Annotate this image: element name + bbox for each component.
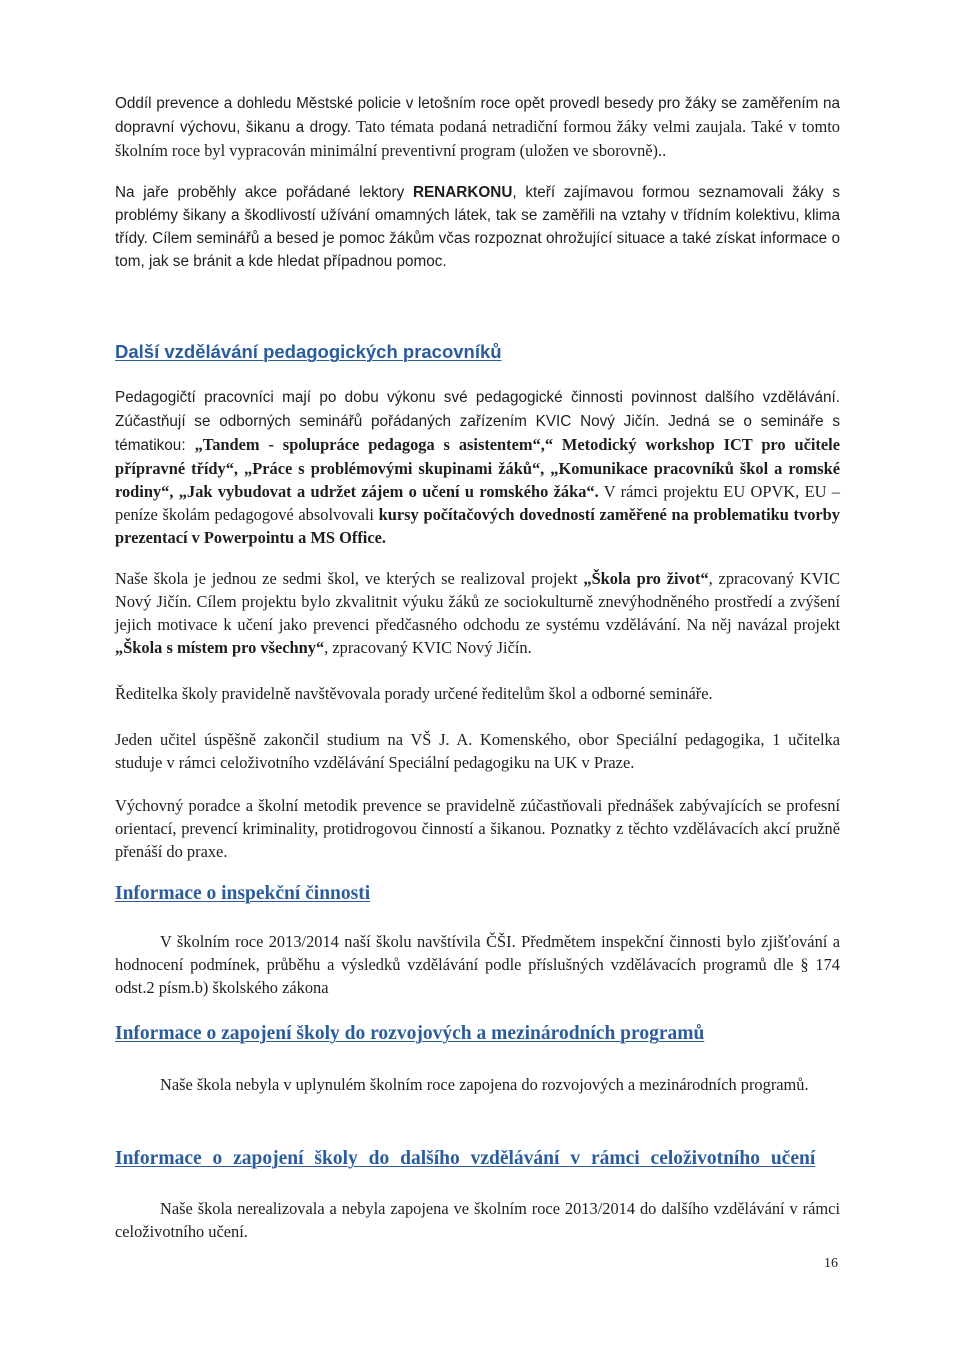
projects-text-2: , zpracovaný KVIC Nový Jičín. Cílem projektu bylo zkvalitnit výuku žáků ze sociokulturně znevýhodněného prostředí a zvýšení jejich motivace k učení jako prevenci předčasného odchodu ze systému vzdělávání. Na něj navázal projekt: [115, 569, 840, 634]
project-skola-s-mistem: „Škola s místem pro všechny“: [115, 638, 325, 657]
renarkon-text-start: Na jaře proběhly akce pořádané lektory: [115, 184, 413, 201]
heading-further-education: Další vzdělávání pedagogických pracovníků: [115, 341, 502, 362]
heading-inspection: Informace o inspekční činnosti: [115, 883, 371, 904]
international-programs-paragraph: Naše škola nebyla v uplynulém školním roce zapojena do rozvojových a mezinárodních programů.: [160, 1075, 809, 1094]
projects-text-1: Naše škola je jednou ze sedmi škol, ve kterých se realizoval projekt: [115, 569, 584, 588]
director-paragraph: Ředitelka školy pravidelně navštěvovala porady určené ředitelům škol a odborné semináře.: [115, 684, 713, 703]
intro-paragraph: [115, 91, 840, 162]
teacher-studies-paragraph: Jeden učitel úspěšně zakončil studium na VŠ J. A. Komenského, obor Speciální pedagogika, 1 učitelka studuje v rámci celoživotního vzdělávání Speciální pedagogiku na UK v Praze.: [115, 730, 840, 772]
intro-sentence-1: Oddíl prevence a dohledu Městské policie v letošním roce opět provedl besedy pro žáky se zaměřením na dopravní výchovu, šikanu a drogy.: [115, 95, 840, 136]
renarkon-text-end: , kteří zajímavou formou seznamovali žáky s problémy šikany a škodlivostí užívání omamných látek, tak se zaměřili na vztahy v třídním kolektivu, klima třídy. Cílem seminářů a besed je pomoc žákům včas rozpoznat ohrožující situace a také získat informace o tom, jak se bránit a kde hledat případnou pomoc.: [115, 184, 840, 270]
heading-international-programs: Informace o zapojení školy do rozvojových a mezinárodních programů: [115, 1023, 705, 1044]
project-skola-pro-zivot: „Škola pro život“: [583, 569, 709, 588]
intro-sentence-2: Tato témata podaná netradiční formou žáky velmi zaujala. Také v tomto školním roce byl vypracován minimální preventivní program (uložen ve sborovně)..: [115, 117, 841, 160]
projects-paragraph: [115, 567, 840, 659]
advisor-paragraph: Výchovný poradce a školní metodik prevence se pravidelně zúčastňovali přednášek zabývajících se profesní orientací, prevencí kriminality, protidrogovou činností a šikanou. Poznatky z těchto vzdělávacích akcí pružně přenáší do praxe.: [115, 796, 840, 861]
lifelong-learning-paragraph: Naše škola nerealizovala a nebyla zapojena ve školním roce 2013/2014 do dalšího vzdělávání v rámci celoživotního učení.: [115, 1199, 840, 1241]
education-intro: Pedagogičtí pracovníci mají po dobu výkonu své pedagogické činnosti povinnost dalšího vzdělávání. Zúčastňují se odborných seminářů pořádaných zařízením KVIC Nový Jičín.: [115, 389, 840, 430]
education-seminars-intro: Jedná se o semináře s tématikou:: [115, 413, 840, 454]
page-number: 16: [824, 1256, 838, 1271]
heading-lifelong-learning: Informace o zapojení školy do dalšího vzdělávání v rámci celoživotního učení: [115, 1148, 816, 1169]
seminar-topics: „Tandem - spolupráce pedagoga s asistentem“,“ Metodický workshop ICT pro učitele přípravné třídy“, „Práce s problémovými skupinami žáků“, „Komunikace pracovníků škol a romské rodiny“, „Jak vybudovat a udržet zájem o učení u romského žáka“.: [115, 435, 840, 501]
education-paragraph: [115, 385, 840, 549]
computer-courses: kursy počítačových dovedností zaměřené na problematiku tvorby prezentací v Powerpointu a MS Office.: [115, 505, 840, 547]
renarkon-name: RENARKONU: [412, 184, 513, 201]
projects-text-3: , zpracovaný KVIC Nový Jičín.: [324, 638, 532, 657]
inspection-paragraph: V školním roce 2013/2014 naší školu navštívila ČŠI. Předmětem inspekční činnosti bylo zjišťování a hodnocení podmínek, průběhu a výsledků vzdělávání podle příslušných vzdělávacích programů dle § 174 odst.2 písm.b) školského zákona: [115, 932, 840, 997]
renarkon-paragraph: [115, 181, 840, 273]
opvk-text: V rámci projektu EU OPVK, EU – peníze školám pedagogové absolvovali: [115, 482, 840, 524]
